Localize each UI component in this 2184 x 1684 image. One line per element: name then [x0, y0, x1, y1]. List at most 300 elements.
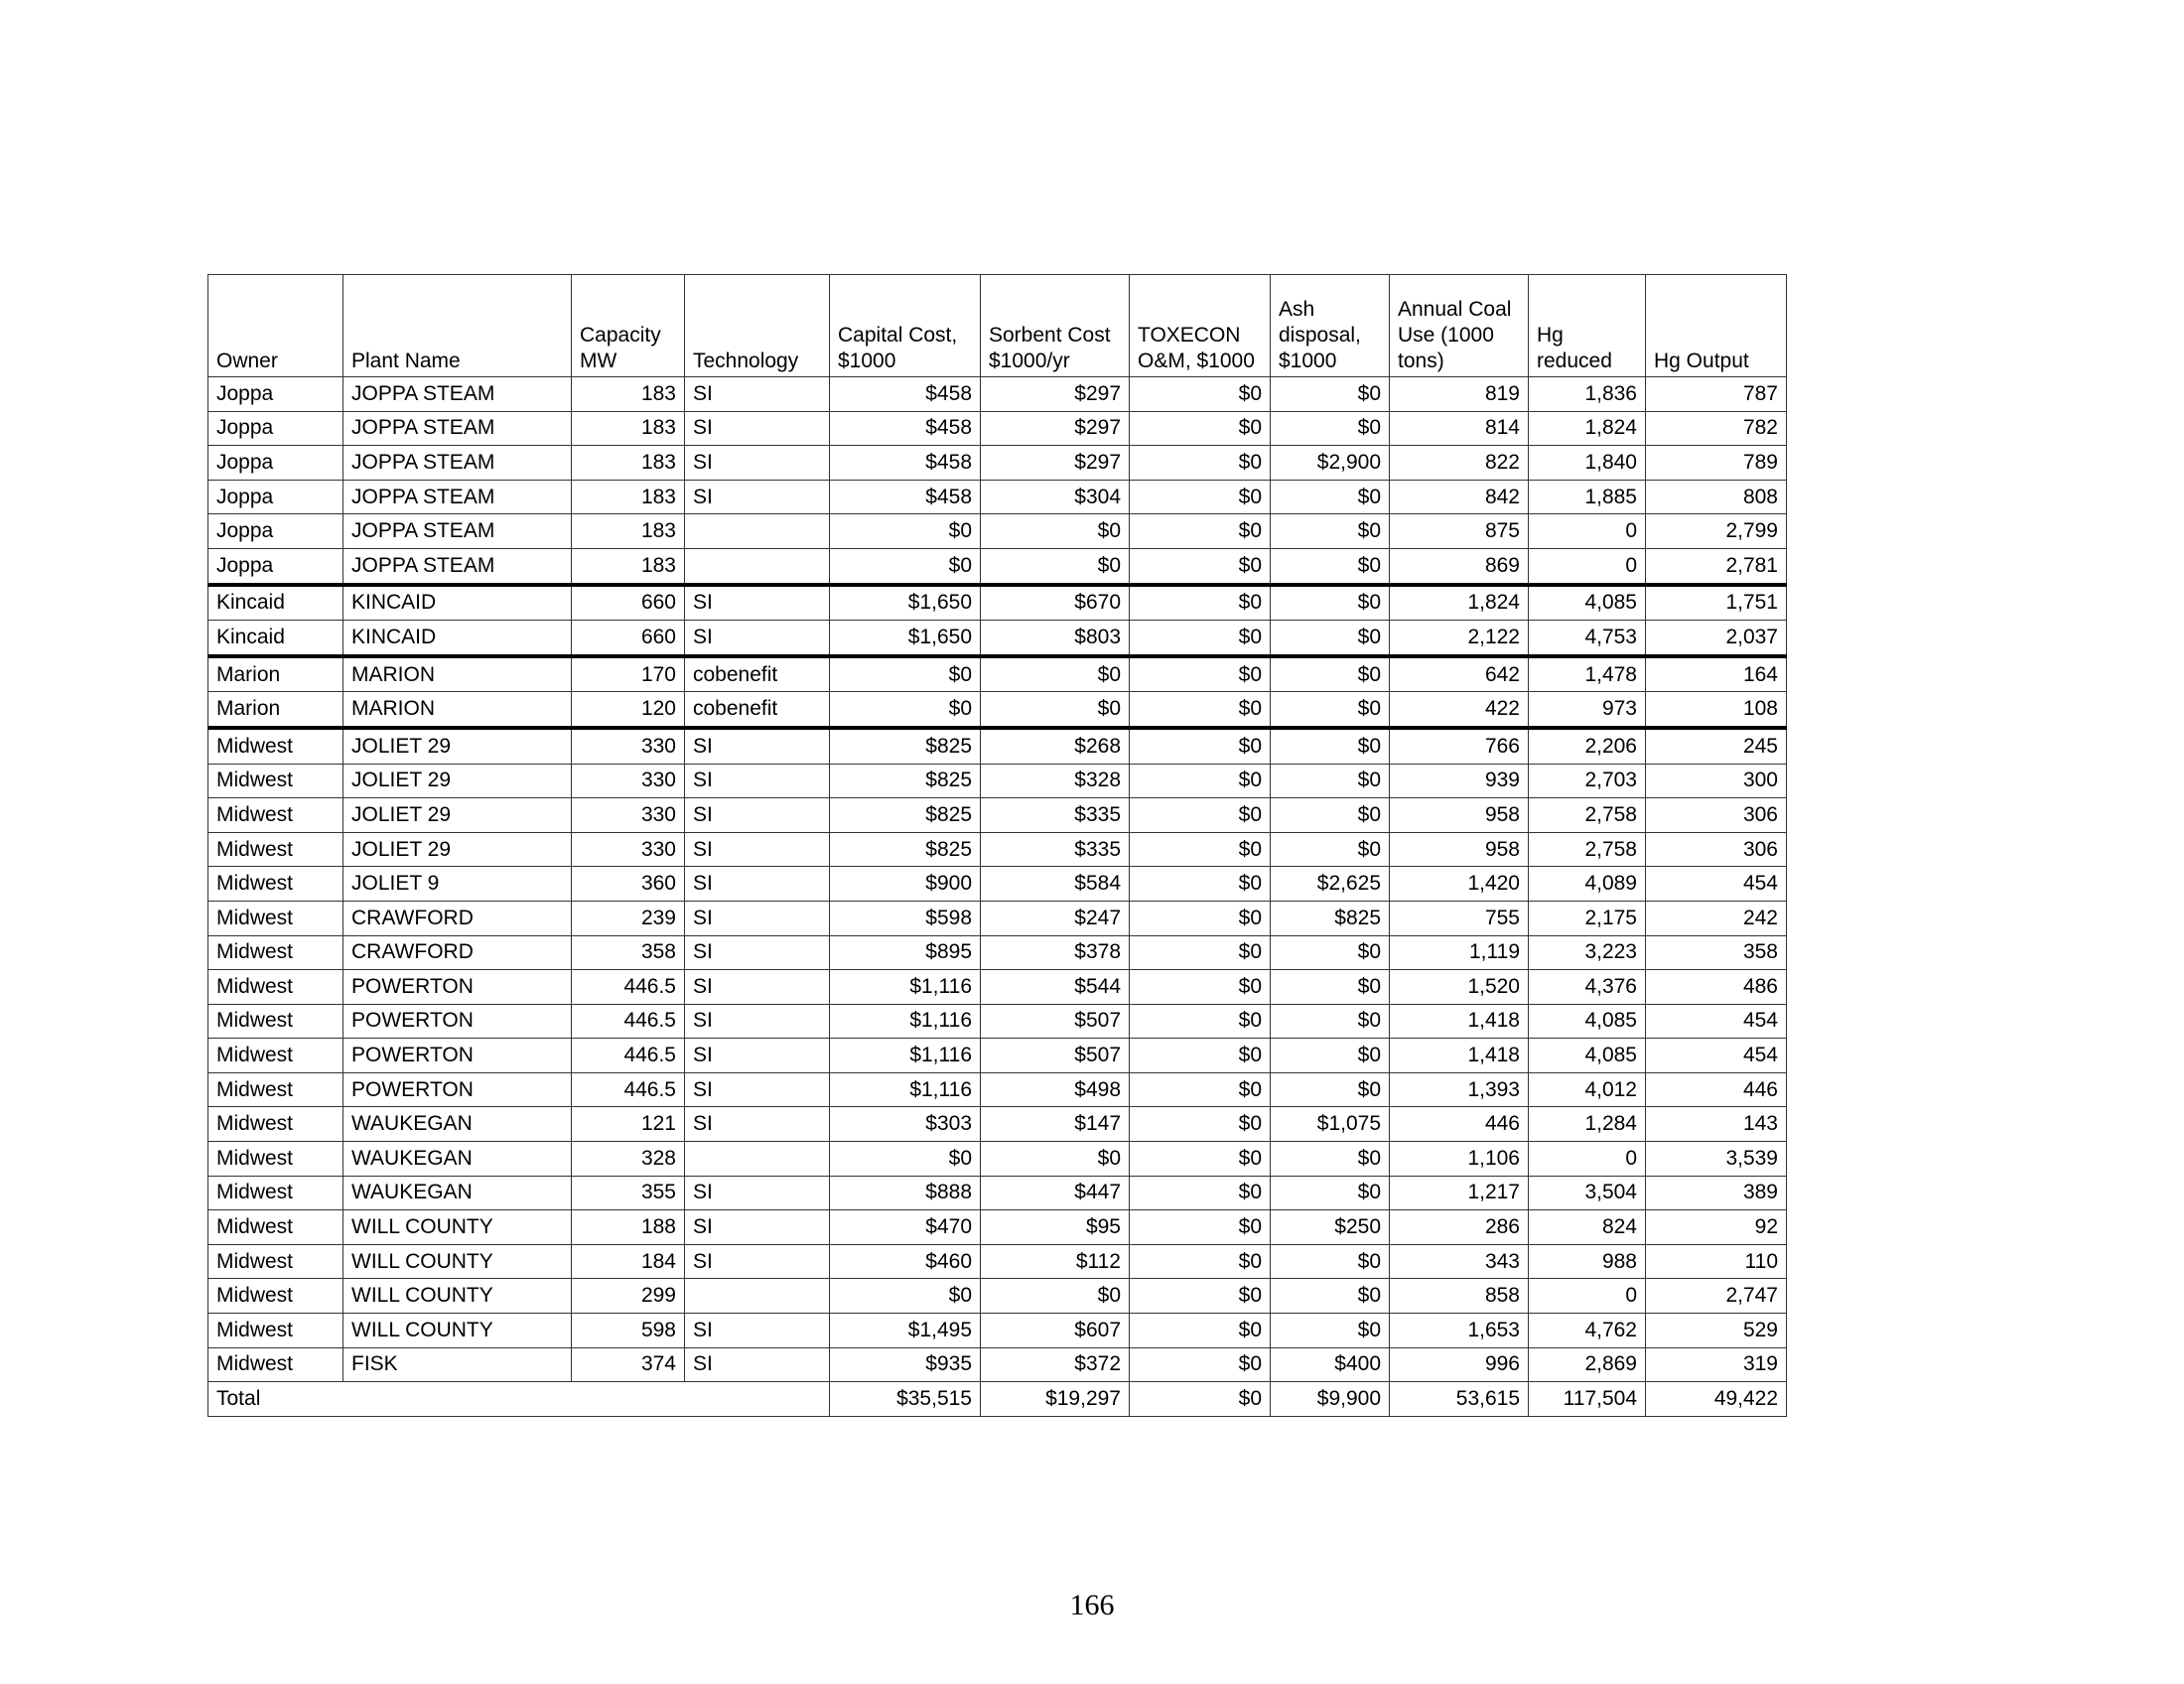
cell-hg-reduced: 2,175	[1529, 901, 1646, 935]
cell-capital: $900	[830, 867, 981, 902]
cell-sorbent: $297	[981, 377, 1130, 412]
cell-capital: $458	[830, 446, 981, 481]
cell-hg-output: 3,539	[1646, 1142, 1787, 1177]
cell-ash: $1,075	[1271, 1107, 1390, 1142]
cell-sorbent: $0	[981, 514, 1130, 549]
cell-capital: $1,116	[830, 1072, 981, 1107]
cell-hg-reduced: 2,869	[1529, 1347, 1646, 1382]
cell-toxecon: $0	[1130, 1314, 1271, 1348]
cell-sorbent: $0	[981, 1279, 1130, 1314]
cell-toxecon: $0	[1130, 514, 1271, 549]
cell-hg-reduced: 1,284	[1529, 1107, 1646, 1142]
cell-capacity: 183	[572, 480, 685, 514]
cell-hg-output: 389	[1646, 1176, 1787, 1210]
cell-hg-output: 108	[1646, 692, 1787, 728]
cell-owner: Midwest	[208, 764, 343, 798]
cell-coal: 869	[1390, 548, 1529, 584]
cell-ash: $0	[1271, 935, 1390, 970]
cell-ash: $0	[1271, 1142, 1390, 1177]
cell-capital: $458	[830, 480, 981, 514]
cell-coal: 1,653	[1390, 1314, 1529, 1348]
total-toxecon: $0	[1130, 1382, 1271, 1417]
cell-owner: Kincaid	[208, 585, 343, 621]
cell-sorbent: $0	[981, 692, 1130, 728]
cell-owner: Midwest	[208, 1039, 343, 1073]
cell-hg-output: 454	[1646, 867, 1787, 902]
cell-owner: Midwest	[208, 1314, 343, 1348]
cell-capacity: 183	[572, 411, 685, 446]
table-row	[208, 1004, 1787, 1039]
cell-plant: POWERTON	[343, 1072, 572, 1107]
table-row	[208, 514, 1787, 549]
cell-hg-output: 358	[1646, 935, 1787, 970]
cell-ash: $0	[1271, 1176, 1390, 1210]
cell-plant: KINCAID	[343, 621, 572, 656]
cell-ash: $0	[1271, 480, 1390, 514]
cell-sorbent: $147	[981, 1107, 1130, 1142]
cell-coal: 996	[1390, 1347, 1529, 1382]
cell-toxecon: $0	[1130, 1347, 1271, 1382]
cell-coal: 814	[1390, 411, 1529, 446]
cell-hg-output: 529	[1646, 1314, 1787, 1348]
cell-hg-output: 319	[1646, 1347, 1787, 1382]
header-owner: Owner	[208, 275, 343, 377]
cell-technology: SI	[685, 935, 830, 970]
cell-hg-output: 782	[1646, 411, 1787, 446]
cell-capacity: 183	[572, 514, 685, 549]
cell-hg-reduced: 4,753	[1529, 621, 1646, 656]
cell-capital: $1,495	[830, 1314, 981, 1348]
table-row	[208, 585, 1787, 621]
cell-capital: $470	[830, 1210, 981, 1245]
table-row	[208, 970, 1787, 1005]
cell-toxecon: $0	[1130, 621, 1271, 656]
cell-capacity: 358	[572, 935, 685, 970]
cell-capacity: 374	[572, 1347, 685, 1382]
cell-ash: $0	[1271, 832, 1390, 867]
cell-sorbent: $95	[981, 1210, 1130, 1245]
cell-ash: $0	[1271, 1244, 1390, 1279]
cell-hg-reduced: 3,223	[1529, 935, 1646, 970]
total-hg-output: 49,422	[1646, 1382, 1787, 1417]
table-row	[208, 548, 1787, 584]
cell-capacity: 598	[572, 1314, 685, 1348]
cell-toxecon: $0	[1130, 411, 1271, 446]
cell-toxecon: $0	[1130, 1107, 1271, 1142]
cell-hg-output: 446	[1646, 1072, 1787, 1107]
cell-ash: $2,625	[1271, 867, 1390, 902]
cell-toxecon: $0	[1130, 1244, 1271, 1279]
cost-table-container	[207, 274, 1786, 1417]
total-label: Total	[208, 1382, 830, 1417]
cell-technology	[685, 514, 830, 549]
cell-sorbent: $335	[981, 798, 1130, 833]
cell-hg-reduced: 0	[1529, 514, 1646, 549]
cell-capital: $1,116	[830, 1039, 981, 1073]
cell-coal: 755	[1390, 901, 1529, 935]
cell-owner: Kincaid	[208, 621, 343, 656]
cell-plant: CRAWFORD	[343, 901, 572, 935]
cell-plant: POWERTON	[343, 970, 572, 1005]
table-row	[208, 901, 1787, 935]
cell-capital: $825	[830, 832, 981, 867]
cell-capital: $0	[830, 692, 981, 728]
cell-owner: Midwest	[208, 901, 343, 935]
table-row	[208, 832, 1787, 867]
cell-ash: $825	[1271, 901, 1390, 935]
cell-owner: Midwest	[208, 867, 343, 902]
cell-hg-output: 164	[1646, 656, 1787, 692]
cell-capacity: 330	[572, 728, 685, 764]
cell-sorbent: $335	[981, 832, 1130, 867]
cell-technology: SI	[685, 970, 830, 1005]
cell-capital: $1,650	[830, 621, 981, 656]
cell-toxecon: $0	[1130, 1176, 1271, 1210]
cell-plant: JOPPA STEAM	[343, 411, 572, 446]
table-row	[208, 1142, 1787, 1177]
cell-plant: WAUKEGAN	[343, 1142, 572, 1177]
cell-sorbent: $372	[981, 1347, 1130, 1382]
total-ash: $9,900	[1271, 1382, 1390, 1417]
cell-sorbent: $507	[981, 1039, 1130, 1073]
cell-sorbent: $607	[981, 1314, 1130, 1348]
cell-capacity: 121	[572, 1107, 685, 1142]
cell-hg-reduced: 4,085	[1529, 1039, 1646, 1073]
cell-hg-output: 2,781	[1646, 548, 1787, 584]
cell-capital: $598	[830, 901, 981, 935]
cell-technology: SI	[685, 1107, 830, 1142]
cell-hg-output: 306	[1646, 798, 1787, 833]
cell-capital: $303	[830, 1107, 981, 1142]
cell-capacity: 328	[572, 1142, 685, 1177]
cell-owner: Midwest	[208, 798, 343, 833]
cell-ash: $0	[1271, 656, 1390, 692]
cell-technology: SI	[685, 480, 830, 514]
cell-toxecon: $0	[1130, 798, 1271, 833]
cell-capacity: 446.5	[572, 1039, 685, 1073]
cell-hg-reduced: 4,762	[1529, 1314, 1646, 1348]
table-row	[208, 798, 1787, 833]
cell-plant: MARION	[343, 692, 572, 728]
cell-plant: WILL COUNTY	[343, 1210, 572, 1245]
cell-coal: 1,418	[1390, 1004, 1529, 1039]
cell-technology: SI	[685, 1039, 830, 1073]
cell-hg-reduced: 1,885	[1529, 480, 1646, 514]
cell-owner: Midwest	[208, 728, 343, 764]
cell-toxecon: $0	[1130, 901, 1271, 935]
cell-hg-output: 242	[1646, 901, 1787, 935]
cell-sorbent: $297	[981, 446, 1130, 481]
cell-hg-output: 787	[1646, 377, 1787, 412]
cell-hg-output: 245	[1646, 728, 1787, 764]
cell-capital: $1,116	[830, 970, 981, 1005]
total-hg-reduced: 117,504	[1529, 1382, 1646, 1417]
cell-ash: $0	[1271, 377, 1390, 412]
cell-ash: $0	[1271, 514, 1390, 549]
cell-capital: $0	[830, 656, 981, 692]
cell-capital: $458	[830, 377, 981, 412]
cell-coal: 422	[1390, 692, 1529, 728]
cell-toxecon: $0	[1130, 377, 1271, 412]
cell-plant: FISK	[343, 1347, 572, 1382]
cell-ash: $0	[1271, 692, 1390, 728]
cell-capacity: 446.5	[572, 1072, 685, 1107]
cell-plant: JOLIET 29	[343, 764, 572, 798]
cell-capacity: 355	[572, 1176, 685, 1210]
cell-hg-reduced: 824	[1529, 1210, 1646, 1245]
header-row	[208, 275, 1787, 377]
cell-toxecon: $0	[1130, 1004, 1271, 1039]
cell-sorbent: $507	[981, 1004, 1130, 1039]
cell-technology: SI	[685, 867, 830, 902]
cell-hg-reduced: 4,012	[1529, 1072, 1646, 1107]
cell-sorbent: $0	[981, 548, 1130, 584]
cell-plant: MARION	[343, 656, 572, 692]
cell-owner: Joppa	[208, 480, 343, 514]
cell-sorbent: $670	[981, 585, 1130, 621]
table-row	[208, 1176, 1787, 1210]
cell-ash: $0	[1271, 1039, 1390, 1073]
table-row	[208, 377, 1787, 412]
cell-owner: Midwest	[208, 970, 343, 1005]
cell-toxecon: $0	[1130, 656, 1271, 692]
cell-sorbent: $297	[981, 411, 1130, 446]
cell-coal: 1,420	[1390, 867, 1529, 902]
cell-ash: $2,900	[1271, 446, 1390, 481]
cell-hg-reduced: 2,703	[1529, 764, 1646, 798]
cell-ash: $400	[1271, 1347, 1390, 1382]
cell-plant: JOLIET 29	[343, 798, 572, 833]
cell-toxecon: $0	[1130, 1039, 1271, 1073]
cell-hg-reduced: 0	[1529, 1279, 1646, 1314]
cell-coal: 1,520	[1390, 970, 1529, 1005]
cell-coal: 1,217	[1390, 1176, 1529, 1210]
cell-owner: Midwest	[208, 1347, 343, 1382]
cell-hg-reduced: 1,478	[1529, 656, 1646, 692]
cell-capital: $460	[830, 1244, 981, 1279]
cell-coal: 766	[1390, 728, 1529, 764]
cell-ash: $0	[1271, 585, 1390, 621]
cell-owner: Joppa	[208, 411, 343, 446]
cell-plant: WILL COUNTY	[343, 1279, 572, 1314]
table-row	[208, 621, 1787, 656]
cell-capacity: 120	[572, 692, 685, 728]
cell-coal: 858	[1390, 1279, 1529, 1314]
table-body	[208, 377, 1787, 1382]
cell-owner: Midwest	[208, 1072, 343, 1107]
cell-technology	[685, 1279, 830, 1314]
cell-technology: SI	[685, 901, 830, 935]
cell-capital: $888	[830, 1176, 981, 1210]
cell-coal: 286	[1390, 1210, 1529, 1245]
table-footer	[208, 1382, 1787, 1417]
cell-owner: Midwest	[208, 1142, 343, 1177]
cell-capacity: 360	[572, 867, 685, 902]
cell-owner: Joppa	[208, 446, 343, 481]
cell-toxecon: $0	[1130, 1142, 1271, 1177]
table-row	[208, 446, 1787, 481]
cell-toxecon: $0	[1130, 867, 1271, 902]
cell-owner: Joppa	[208, 548, 343, 584]
cell-technology: SI	[685, 764, 830, 798]
cell-capital: $895	[830, 935, 981, 970]
cell-owner: Joppa	[208, 514, 343, 549]
cell-coal: 842	[1390, 480, 1529, 514]
cell-technology: SI	[685, 798, 830, 833]
cell-ash: $250	[1271, 1210, 1390, 1245]
cell-sorbent: $247	[981, 901, 1130, 935]
cell-ash: $0	[1271, 798, 1390, 833]
total-coal: 53,615	[1390, 1382, 1529, 1417]
cell-capacity: 660	[572, 621, 685, 656]
cell-hg-output: 1,751	[1646, 585, 1787, 621]
cell-plant: CRAWFORD	[343, 935, 572, 970]
cell-coal: 1,106	[1390, 1142, 1529, 1177]
cell-owner: Midwest	[208, 1210, 343, 1245]
cell-sorbent: $803	[981, 621, 1130, 656]
cell-capital: $458	[830, 411, 981, 446]
cell-sorbent: $584	[981, 867, 1130, 902]
cell-capacity: 239	[572, 901, 685, 935]
cell-coal: 2,122	[1390, 621, 1529, 656]
cell-sorbent: $378	[981, 935, 1130, 970]
cell-hg-output: 789	[1646, 446, 1787, 481]
cell-sorbent: $0	[981, 1142, 1130, 1177]
cell-technology: SI	[685, 728, 830, 764]
cell-capacity: 446.5	[572, 1004, 685, 1039]
cell-owner: Marion	[208, 656, 343, 692]
cell-ash: $0	[1271, 1279, 1390, 1314]
cell-coal: 939	[1390, 764, 1529, 798]
cell-plant: WAUKEGAN	[343, 1107, 572, 1142]
cell-capacity: 330	[572, 764, 685, 798]
cell-hg-output: 454	[1646, 1004, 1787, 1039]
cell-technology: SI	[685, 1176, 830, 1210]
header-hg-output: Hg Output	[1646, 275, 1787, 377]
cell-coal: 642	[1390, 656, 1529, 692]
cell-hg-reduced: 1,824	[1529, 411, 1646, 446]
cell-technology: SI	[685, 377, 830, 412]
cell-technology: SI	[685, 1210, 830, 1245]
total-capital: $35,515	[830, 1382, 981, 1417]
cell-hg-output: 306	[1646, 832, 1787, 867]
cell-technology: SI	[685, 1072, 830, 1107]
cell-technology: SI	[685, 832, 830, 867]
cell-owner: Midwest	[208, 1107, 343, 1142]
cell-hg-reduced: 2,758	[1529, 832, 1646, 867]
cell-sorbent: $544	[981, 970, 1130, 1005]
table-row	[208, 1279, 1787, 1314]
table-header	[208, 275, 1787, 377]
table-row	[208, 1244, 1787, 1279]
cell-plant: JOLIET 9	[343, 867, 572, 902]
cell-plant: JOPPA STEAM	[343, 514, 572, 549]
cell-hg-reduced: 4,089	[1529, 867, 1646, 902]
cell-sorbent: $268	[981, 728, 1130, 764]
cell-owner: Joppa	[208, 377, 343, 412]
cell-hg-reduced: 973	[1529, 692, 1646, 728]
cell-sorbent: $112	[981, 1244, 1130, 1279]
cell-hg-reduced: 1,836	[1529, 377, 1646, 412]
cell-hg-output: 486	[1646, 970, 1787, 1005]
cell-capital: $0	[830, 1142, 981, 1177]
cell-hg-output: 454	[1646, 1039, 1787, 1073]
cell-capacity: 183	[572, 377, 685, 412]
cell-sorbent: $0	[981, 656, 1130, 692]
cell-toxecon: $0	[1130, 970, 1271, 1005]
cell-coal: 1,418	[1390, 1039, 1529, 1073]
cell-plant: JOPPA STEAM	[343, 480, 572, 514]
cell-plant: JOLIET 29	[343, 728, 572, 764]
table-row	[208, 728, 1787, 764]
cell-toxecon: $0	[1130, 1279, 1271, 1314]
cell-owner: Midwest	[208, 832, 343, 867]
total-sorbent: $19,297	[981, 1382, 1130, 1417]
cell-toxecon: $0	[1130, 764, 1271, 798]
header-capacity: Capacity MW	[572, 275, 685, 377]
cell-technology: SI	[685, 585, 830, 621]
cell-ash: $0	[1271, 970, 1390, 1005]
cell-capital: $0	[830, 548, 981, 584]
header-ash-disposal: Ash disposal, $1000	[1271, 275, 1390, 377]
cell-hg-reduced: 1,840	[1529, 446, 1646, 481]
cell-plant: WILL COUNTY	[343, 1244, 572, 1279]
cell-coal: 819	[1390, 377, 1529, 412]
cell-toxecon: $0	[1130, 585, 1271, 621]
cell-sorbent: $498	[981, 1072, 1130, 1107]
cell-technology: cobenefit	[685, 692, 830, 728]
cell-sorbent: $304	[981, 480, 1130, 514]
cell-technology: SI	[685, 446, 830, 481]
cell-hg-reduced: 2,758	[1529, 798, 1646, 833]
cell-plant: WILL COUNTY	[343, 1314, 572, 1348]
cell-capacity: 170	[572, 656, 685, 692]
cell-owner: Midwest	[208, 1244, 343, 1279]
cell-hg-reduced: 2,206	[1529, 728, 1646, 764]
cell-owner: Midwest	[208, 1004, 343, 1039]
cell-technology	[685, 548, 830, 584]
cell-capacity: 330	[572, 832, 685, 867]
cell-owner: Marion	[208, 692, 343, 728]
cell-toxecon: $0	[1130, 935, 1271, 970]
cell-technology: SI	[685, 1347, 830, 1382]
cell-sorbent: $328	[981, 764, 1130, 798]
cell-plant: JOLIET 29	[343, 832, 572, 867]
cell-capital: $1,116	[830, 1004, 981, 1039]
table-row	[208, 867, 1787, 902]
cell-coal: 958	[1390, 798, 1529, 833]
cell-hg-reduced: 988	[1529, 1244, 1646, 1279]
cell-owner: Midwest	[208, 1279, 343, 1314]
cell-toxecon: $0	[1130, 480, 1271, 514]
cell-coal: 875	[1390, 514, 1529, 549]
cell-hg-output: 808	[1646, 480, 1787, 514]
cell-technology: SI	[685, 1244, 830, 1279]
cell-hg-output: 300	[1646, 764, 1787, 798]
cell-ash: $0	[1271, 411, 1390, 446]
table-row	[208, 1039, 1787, 1073]
cell-hg-reduced: 4,085	[1529, 585, 1646, 621]
cell-hg-output: 2,747	[1646, 1279, 1787, 1314]
cell-hg-output: 92	[1646, 1210, 1787, 1245]
header-capital-cost: Capital Cost, $1000	[830, 275, 981, 377]
cell-coal: 958	[1390, 832, 1529, 867]
cell-capacity: 299	[572, 1279, 685, 1314]
header-coal-use: Annual Coal Use (1000 tons)	[1390, 275, 1529, 377]
cell-sorbent: $447	[981, 1176, 1130, 1210]
cell-capital: $825	[830, 798, 981, 833]
cell-technology: SI	[685, 1314, 830, 1348]
